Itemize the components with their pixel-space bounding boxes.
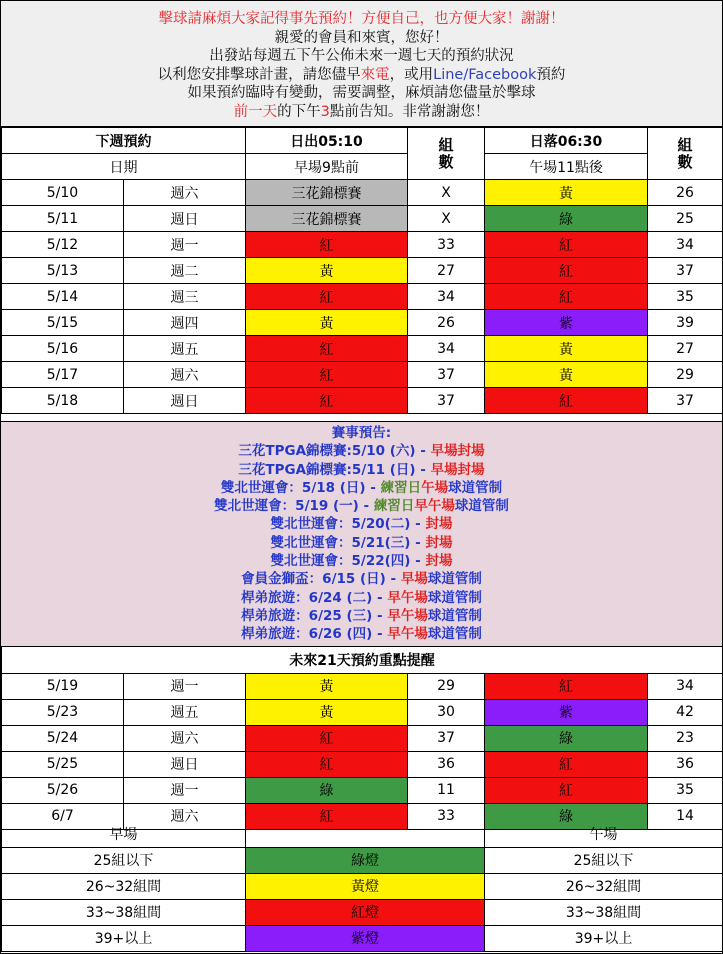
- morning-status-cell: 紅: [246, 284, 408, 310]
- notice-highlight: 封場: [425, 553, 453, 570]
- notice-text: 雙北世運會：5/20(二) -: [270, 516, 426, 533]
- morning-status-cell: 三花錦標賽: [246, 206, 408, 232]
- afternoon-session-label: 午場11點後: [485, 154, 648, 180]
- legend-blank: [246, 821, 485, 847]
- afternoon-status-cell: 紅: [485, 232, 648, 258]
- afternoon-status-cell: 黃: [485, 336, 648, 362]
- notice-highlight: 早午場: [387, 589, 428, 606]
- afternoon-status-cell: 紅: [485, 388, 648, 414]
- afternoon-group-count: 14: [648, 803, 723, 829]
- afternoon-status-cell: 紅: [485, 751, 648, 777]
- notice-text: 雙北世運會：5/22(四) -: [270, 553, 426, 570]
- morning-session-label: 早場9點前: [246, 154, 408, 180]
- notice-line: [1, 607, 722, 625]
- week-reservation-table: [1, 127, 723, 414]
- morning-group-count: 33: [408, 803, 485, 829]
- schedule-row: [2, 751, 723, 777]
- row-date: 5/13: [2, 258, 124, 284]
- morning-status-cell: 紅: [246, 232, 408, 258]
- future-reservation-table: [1, 647, 723, 830]
- afternoon-status-cell: 綠: [485, 725, 648, 751]
- row-date: 5/23: [2, 699, 124, 725]
- header-text: ，或用: [389, 66, 434, 83]
- notice-highlight: 早場封場: [430, 443, 485, 460]
- legend-pm-range: 33~38組間: [485, 899, 723, 925]
- date-column-label: 日期: [2, 154, 246, 180]
- schedule-row: [2, 284, 723, 310]
- afternoon-group-count: 37: [648, 258, 723, 284]
- notice-text: 桿弟旅遊：6/24 (二) -: [241, 589, 388, 606]
- morning-group-count: 27: [408, 258, 485, 284]
- row-weekday: 週五: [124, 699, 246, 725]
- notice-text: 會員金獅盃：6/15 (日) -: [241, 571, 401, 588]
- notice-text: 桿弟旅遊：6/25 (三) -: [241, 607, 388, 624]
- row-date: 5/10: [2, 180, 124, 206]
- notice-text: 雙北世運會：5/21(三) -: [270, 534, 426, 551]
- row-weekday: 週六: [124, 725, 246, 751]
- legend-row: [2, 847, 723, 873]
- notice-line: [1, 497, 722, 515]
- header-line-3: 出發站每週五下午公佈未來一週七天的預約狀況: [209, 48, 514, 64]
- header-text: 點前告知。非常謝謝您！: [329, 103, 490, 120]
- afternoon-group-count: 35: [648, 284, 723, 310]
- legend-pm-range: 25組以下: [485, 847, 723, 873]
- notice-line: [1, 534, 722, 552]
- schedule-row: [2, 258, 723, 284]
- afternoon-status-cell: 紅: [485, 777, 648, 803]
- schedule-row: [2, 699, 723, 725]
- afternoon-status-cell: 紅: [485, 284, 648, 310]
- morning-status-cell: 黃: [246, 310, 408, 336]
- morning-group-count: 26: [408, 310, 485, 336]
- notice-line: [1, 589, 722, 607]
- afternoon-group-count: 34: [648, 232, 723, 258]
- legend-light: 紫燈: [246, 925, 485, 951]
- row-date: 5/11: [2, 206, 124, 232]
- header-highlight-3pm: 3: [320, 103, 330, 120]
- notice-text: 球道管制: [427, 607, 482, 624]
- notice-highlight: 早午場: [387, 607, 428, 624]
- notice-line: [1, 552, 722, 570]
- row-weekday: 週六: [124, 362, 246, 388]
- notice-highlight: 午場: [421, 479, 449, 496]
- header-notice: [1, 1, 722, 127]
- legend-pm-range: 26~32組間: [485, 873, 723, 899]
- morning-group-count: 30: [408, 699, 485, 725]
- groups-header-pm: [648, 128, 723, 180]
- afternoon-group-count: 42: [648, 699, 723, 725]
- color-legend-table: [1, 821, 723, 952]
- afternoon-group-count: 35: [648, 777, 723, 803]
- row-weekday: 週一: [124, 673, 246, 699]
- schedule-row: [2, 310, 723, 336]
- notice-text: 三花TPGA錦標賽:5/11 (日) -: [238, 461, 431, 478]
- morning-status-cell: 紅: [246, 336, 408, 362]
- header-text: 的下午: [277, 103, 321, 120]
- morning-status-cell: 三花錦標賽: [246, 180, 408, 206]
- notice-text: 雙北世運會：5/18 (日) -: [220, 479, 381, 496]
- notice-text: 三花TPGA錦標賽:5/10 (六) -: [238, 443, 431, 460]
- row-date: 5/26: [2, 777, 124, 803]
- legend-pm-range: 39+以上: [485, 925, 723, 951]
- notice-line: [1, 515, 722, 533]
- row-weekday: 週二: [124, 258, 246, 284]
- row-date: 5/14: [2, 284, 124, 310]
- notice-text: 雙北世運會：5/19 (一) -: [214, 498, 374, 515]
- schedule-row: [2, 206, 723, 232]
- row-weekday: 週三: [124, 284, 246, 310]
- afternoon-group-count: 23: [648, 725, 723, 751]
- legend-light: 黃燈: [246, 873, 485, 899]
- morning-group-count: 11: [408, 777, 485, 803]
- row-date: 5/16: [2, 336, 124, 362]
- morning-group-count: 34: [408, 284, 485, 310]
- morning-group-count: 37: [408, 725, 485, 751]
- legend-am-range: 33~38組間: [2, 899, 246, 925]
- afternoon-status-cell: 綠: [485, 803, 648, 829]
- afternoon-status-cell: 紫: [485, 310, 648, 336]
- legend-am-title: 早場: [2, 821, 246, 847]
- notice-text: 球道管制: [454, 498, 509, 515]
- morning-group-count: 34: [408, 336, 485, 362]
- legend-row: [2, 899, 723, 925]
- morning-group-count: X: [408, 180, 485, 206]
- morning-status-cell: 紅: [246, 803, 408, 829]
- row-weekday: 週日: [124, 388, 246, 414]
- afternoon-group-count: 25: [648, 206, 723, 232]
- notice-text: 球道管制: [448, 479, 503, 496]
- afternoon-status-cell: 紅: [485, 258, 648, 284]
- morning-status-cell: 紅: [246, 362, 408, 388]
- morning-status-cell: 紅: [246, 388, 408, 414]
- header-line-2: 親愛的會員和來賓，您好！: [274, 29, 449, 46]
- notice-practice-day: 練習日: [380, 479, 422, 496]
- week-title: 下週預約: [2, 128, 246, 154]
- sunset-time: 日落06:30: [485, 128, 648, 154]
- afternoon-group-count: 29: [648, 362, 723, 388]
- header-line-1: 擊球請麻煩大家記得事先預約！方便自己，也方便大家！謝謝！: [158, 11, 565, 27]
- morning-status-cell: 綠: [246, 777, 408, 803]
- schedule-row: [2, 777, 723, 803]
- legend-am-range: 25組以下: [2, 847, 246, 873]
- row-date: 5/18: [2, 388, 124, 414]
- notice-line: [1, 625, 722, 643]
- header-line-5: 如果預約臨時有變動，需要調整，麻煩請您儘量於擊球: [187, 85, 536, 101]
- header-highlight-day-before: 前一天: [233, 103, 278, 120]
- row-weekday: 週一: [124, 232, 246, 258]
- row-weekday: 週六: [124, 180, 246, 206]
- header-line-4: [1, 66, 722, 85]
- row-weekday: 週一: [124, 777, 246, 803]
- row-date: 5/19: [2, 673, 124, 699]
- row-date: 5/24: [2, 725, 124, 751]
- row-weekday: 週六: [124, 803, 246, 829]
- sunrise-time: 日出05:10: [246, 128, 408, 154]
- legend-row: [2, 873, 723, 899]
- schedule-row: [2, 725, 723, 751]
- row-date: 6/7: [2, 803, 124, 829]
- morning-group-count: 37: [408, 388, 485, 414]
- schedule-row: [2, 336, 723, 362]
- notice-line: [1, 461, 722, 479]
- morning-group-count: 36: [408, 751, 485, 777]
- morning-status-cell: 紅: [246, 725, 408, 751]
- row-weekday: 週日: [124, 751, 246, 777]
- notice-highlight: 早場: [400, 571, 428, 588]
- notice-highlight: 早午場: [387, 626, 428, 643]
- afternoon-status-cell: 黃: [485, 362, 648, 388]
- schedule-row: [2, 388, 723, 414]
- header-line-6: [1, 103, 722, 122]
- afternoon-group-count: 37: [648, 388, 723, 414]
- groups-header-am: [408, 128, 485, 180]
- notice-line: [1, 442, 722, 460]
- event-notice: [1, 421, 722, 647]
- notice-highlight: 封場: [425, 516, 453, 533]
- schedule-row: [2, 180, 723, 206]
- notice-highlight: 早午場: [414, 498, 455, 515]
- notice-text: 桿弟旅遊：6/26 (四) -: [241, 626, 388, 643]
- legend-light: 綠燈: [246, 847, 485, 873]
- legend-row: [2, 925, 723, 951]
- afternoon-group-count: 26: [648, 180, 723, 206]
- afternoon-status-cell: 黃: [485, 180, 648, 206]
- legend-am-range: 26~32組間: [2, 873, 246, 899]
- schedule-row: [2, 673, 723, 699]
- notice-line: [1, 570, 722, 588]
- notice-title: 賽事預告:: [331, 425, 392, 441]
- notice-practice-day: 練習日: [373, 498, 415, 515]
- notice-text: 球道管制: [427, 571, 482, 588]
- row-date: 5/12: [2, 232, 124, 258]
- notice-line: [1, 479, 722, 497]
- notice-highlight: 早場封場: [430, 461, 485, 478]
- morning-status-cell: 紅: [246, 751, 408, 777]
- future-title: 未來21天預約重點提醒: [2, 647, 723, 673]
- legend-light: 紅燈: [246, 899, 485, 925]
- morning-group-count: X: [408, 206, 485, 232]
- afternoon-status-cell: 紅: [485, 673, 648, 699]
- row-date: 5/17: [2, 362, 124, 388]
- morning-group-count: 37: [408, 362, 485, 388]
- row-date: 5/25: [2, 751, 124, 777]
- row-date: 5/15: [2, 310, 124, 336]
- header-highlight-line-facebook: Line/Facebook: [433, 66, 537, 83]
- morning-group-count: 33: [408, 232, 485, 258]
- header-text: 以利您安排擊球計畫，請您儘早: [157, 66, 361, 83]
- row-weekday: 週四: [124, 310, 246, 336]
- afternoon-status-cell: 綠: [485, 206, 648, 232]
- afternoon-group-count: 34: [648, 673, 723, 699]
- schedule-row: [2, 362, 723, 388]
- row-weekday: 週五: [124, 336, 246, 362]
- notice-highlight: 封場: [425, 534, 453, 551]
- header-highlight-call: 來電: [360, 66, 390, 83]
- notice-text: 球道管制: [427, 626, 482, 643]
- groups-header-pm-text: 組數: [677, 135, 693, 171]
- schedule-row: [2, 232, 723, 258]
- morning-status-cell: 黃: [246, 699, 408, 725]
- afternoon-status-cell: 紫: [485, 699, 648, 725]
- row-weekday: 週日: [124, 206, 246, 232]
- morning-status-cell: 黃: [246, 673, 408, 699]
- header-text: 預約: [536, 66, 566, 83]
- afternoon-group-count: 39: [648, 310, 723, 336]
- afternoon-group-count: 27: [648, 336, 723, 362]
- notice-text: 球道管制: [427, 589, 482, 606]
- groups-header-am-text: 組數: [438, 135, 454, 171]
- morning-group-count: 29: [408, 673, 485, 699]
- legend-pm-title: 午場: [485, 821, 723, 847]
- morning-status-cell: 黃: [246, 258, 408, 284]
- afternoon-group-count: 36: [648, 751, 723, 777]
- legend-am-range: 39+以上: [2, 925, 246, 951]
